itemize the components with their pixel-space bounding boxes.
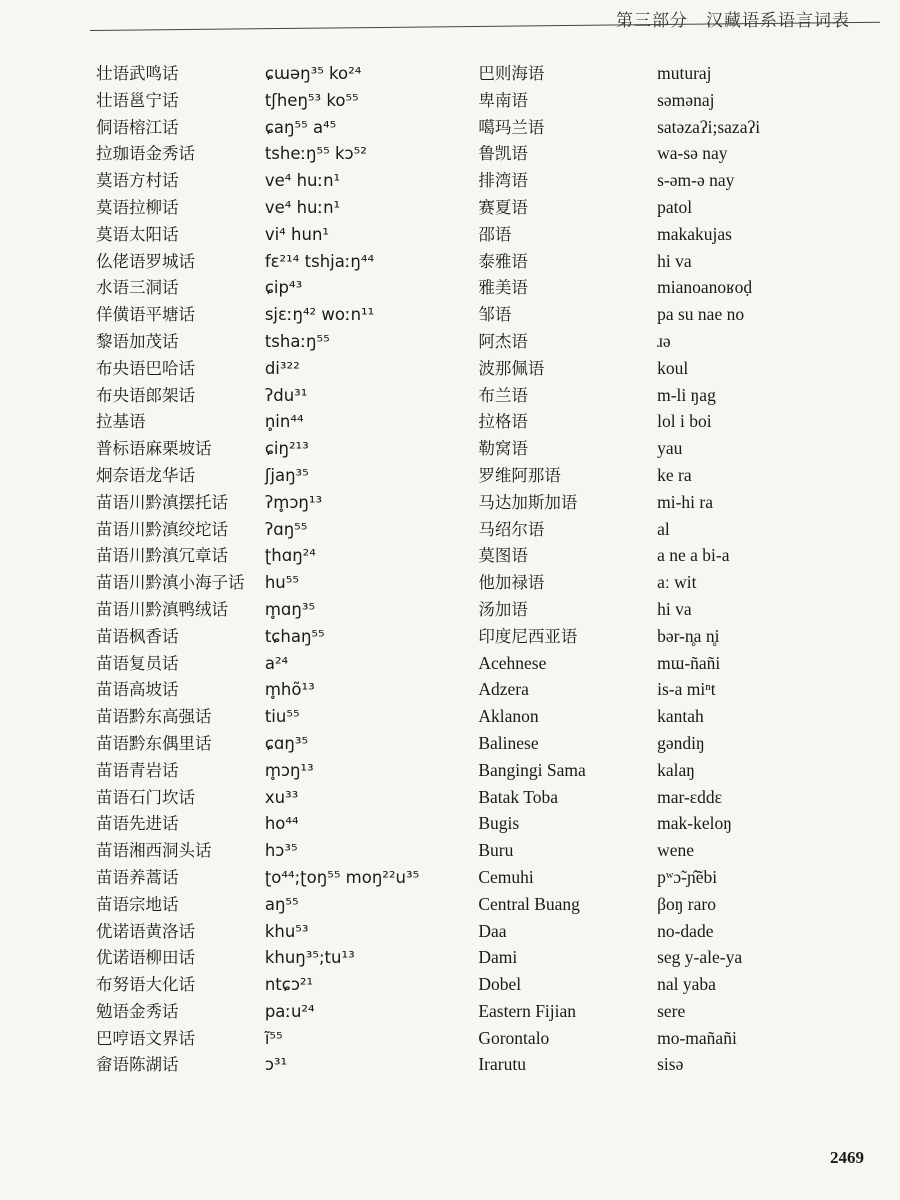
- dialect-name: 拉珈语金秀话: [96, 144, 195, 164]
- dialect-name: 勉语金秀话: [96, 1001, 179, 1021]
- table-row: [96, 221, 816, 248]
- ipa-form: tʃheŋ⁵³ ko⁵⁵: [264, 90, 359, 110]
- table-row: [96, 1051, 816, 1078]
- word-form: kalaŋ: [657, 759, 695, 780]
- table-row: [96, 462, 816, 489]
- word-form: wa-sə nay: [657, 143, 728, 164]
- dialect-name: 苗语高坡话: [96, 680, 179, 700]
- ipa-form: di³²²: [264, 358, 300, 378]
- language-name: 雅美语: [478, 278, 528, 298]
- word-form: gəndiŋ: [657, 732, 705, 753]
- language-name: Bugis: [478, 813, 520, 834]
- word-form: mak-keloŋ: [657, 813, 732, 834]
- dialect-name: 壮语邕宁话: [96, 90, 179, 110]
- ipa-form: n̥in⁴⁴: [264, 412, 304, 432]
- word-form: səmənaj: [657, 89, 715, 110]
- ipa-form: ɕɯəŋ³⁵ ko²⁴: [264, 64, 362, 83]
- language-name: Daa: [478, 920, 507, 941]
- ipa-form: khu⁵³: [264, 921, 309, 941]
- word-form: lol i boi: [657, 411, 712, 432]
- page-number: 2469: [830, 1148, 864, 1167]
- dialect-name: 苗语川黔滇小海子话: [96, 573, 245, 593]
- ipa-form: ɕaŋ⁵⁵ a⁴⁵: [264, 117, 337, 137]
- ipa-form: aŋ⁵⁵: [264, 894, 299, 914]
- ipa-form: ʔm̥ɔŋ¹³: [264, 492, 323, 512]
- running-header: 第三部分 汉藏语系语言词表: [616, 11, 850, 31]
- ipa-form: hɔ³⁵: [264, 841, 298, 861]
- dialect-name: 炯奈语龙华话: [96, 465, 195, 485]
- word-form: wene: [657, 840, 695, 861]
- dialect-name: 苗语川黔滇冗章话: [96, 546, 228, 566]
- word-form: mar-ɛddɛ: [657, 786, 722, 807]
- dialect-name: 拉基语: [96, 412, 146, 432]
- dialect-name: 苗语宗地话: [96, 894, 179, 914]
- table-row: [96, 408, 816, 435]
- table-row: [96, 676, 816, 703]
- table-row: [96, 140, 816, 167]
- language-name: 马绍尔语: [478, 519, 545, 539]
- word-form: sere: [657, 1000, 686, 1021]
- table-row: [96, 596, 816, 623]
- ipa-form: ĩ⁵⁵: [264, 1028, 283, 1048]
- language-name: Adzera: [478, 679, 529, 700]
- language-name: 巴则海语: [478, 64, 545, 83]
- table-row: [96, 355, 816, 382]
- table-row: [96, 1025, 816, 1052]
- word-form: mo-mañañi: [657, 1027, 737, 1048]
- language-name: 汤加语: [478, 599, 528, 619]
- ipa-form: ɕiŋ²¹³: [264, 439, 309, 459]
- ipa-form: m̥ɑŋ³⁵: [264, 599, 316, 619]
- ipa-form: ʔdu³¹: [264, 385, 308, 405]
- word-form: patol: [657, 196, 693, 217]
- dialect-name: 苗语石门坎话: [96, 787, 195, 807]
- table-row: [96, 167, 816, 194]
- table-row: [96, 435, 816, 462]
- language-name: 布兰语: [478, 385, 528, 405]
- ipa-form: vi⁴ hun¹: [264, 224, 330, 244]
- dialect-name: 苗语川黔滇绞坨话: [96, 519, 228, 539]
- word-form: ke ra: [657, 464, 692, 485]
- table-row: [96, 891, 816, 918]
- language-name: Bangingi Sama: [478, 759, 586, 780]
- table-row: [96, 60, 816, 87]
- table-row: [96, 703, 816, 730]
- table-row: [96, 248, 816, 275]
- language-name: Irarutu: [478, 1054, 526, 1075]
- ipa-form: ʃjaŋ³⁵: [264, 465, 309, 485]
- table-row: [96, 516, 816, 543]
- table-row: [96, 810, 816, 837]
- dialect-name: 水语三洞话: [96, 278, 179, 298]
- dialect-name: 苗语川黔滇摆托话: [96, 492, 228, 512]
- table-row: [96, 837, 816, 864]
- language-name: 噶玛兰语: [478, 117, 545, 137]
- dialect-name: 优诺语黄洛话: [96, 921, 195, 941]
- word-form: βoŋ raro: [657, 893, 716, 914]
- word-form: m-li ŋag: [657, 384, 716, 405]
- word-form: aː wit: [657, 572, 697, 593]
- table-row: [96, 971, 816, 998]
- table-row: [96, 301, 816, 328]
- language-name: 罗维阿那语: [478, 465, 561, 485]
- dialect-name: 苗语养蒿话: [96, 867, 179, 887]
- language-name: 莫图语: [478, 546, 528, 566]
- table-row: [96, 569, 816, 596]
- ipa-form: xu³³: [264, 787, 299, 807]
- ipa-form: ho⁴⁴: [264, 814, 299, 834]
- language-name: Acehnese: [478, 652, 547, 673]
- table-row: [96, 382, 816, 409]
- language-name: 泰雅语: [478, 251, 528, 271]
- word-form: al: [657, 518, 670, 539]
- word-form: sisə: [657, 1054, 684, 1075]
- ipa-form: khuŋ³⁵;tu¹³: [264, 948, 355, 968]
- ipa-form: ve⁴ huːn¹: [264, 171, 341, 191]
- table-row: [96, 998, 816, 1025]
- ipa-form: paːu²⁴: [264, 1001, 315, 1021]
- language-name: 鲁凯语: [478, 144, 528, 164]
- ipa-form: fɛ²¹⁴ tshjaːŋ⁴⁴: [264, 251, 375, 271]
- dialect-name: 畲语陈湖话: [96, 1055, 179, 1075]
- language-name: 卑南语: [478, 90, 528, 110]
- table-row: [96, 87, 816, 114]
- ipa-form: a²⁴: [264, 653, 289, 673]
- dialect-name: 巴哼语文界话: [96, 1028, 195, 1048]
- dialect-name: 莫语方村话: [96, 171, 179, 191]
- language-name: Dobel: [478, 974, 522, 995]
- language-name: Buru: [478, 840, 514, 861]
- dialect-name: 布努语大化话: [96, 975, 195, 995]
- ipa-form: tsheːŋ⁵⁵ kɔ⁵²: [264, 144, 367, 164]
- language-name: Aklanon: [478, 706, 539, 727]
- word-form: bər-n̥a n̥i: [657, 625, 720, 646]
- word-form: nal yaba: [657, 974, 716, 995]
- language-name: 拉格语: [478, 412, 528, 432]
- table-row: [96, 194, 816, 221]
- dialect-name: 普标语麻栗坡话: [96, 439, 212, 459]
- ipa-form: ntɕɔ²¹: [264, 975, 314, 995]
- ipa-form: ʈhɑŋ²⁴: [264, 546, 316, 566]
- language-name: 赛夏语: [478, 197, 528, 217]
- word-form: hi va: [657, 250, 692, 271]
- language-name: 排湾语: [478, 171, 528, 191]
- ipa-form: m̥hõ¹³: [264, 680, 315, 700]
- table-row: [96, 944, 816, 971]
- word-form: s-əm-ə nay: [657, 170, 735, 191]
- dialect-name: 苗语黔东高强话: [96, 707, 212, 727]
- language-name: 阿杰语: [478, 331, 528, 351]
- language-name: Central Buang: [478, 893, 580, 914]
- word-form: mɯ-ñañi: [657, 652, 721, 673]
- word-form: hi va: [657, 598, 692, 619]
- dialect-name: 苗语川黔滇鸭绒话: [96, 599, 228, 619]
- language-name: 波那佩语: [478, 358, 545, 378]
- word-form: yau: [657, 438, 683, 459]
- dialect-name: 苗语青岩话: [96, 760, 179, 780]
- word-form: satəzaʔi;sazaʔi: [657, 116, 761, 137]
- dialect-name: 莫语拉柳话: [96, 197, 179, 217]
- dialect-name: 优诺语柳田话: [96, 948, 195, 968]
- table-row: [96, 328, 816, 355]
- table-row: [96, 730, 816, 757]
- ipa-form: tshaːŋ⁵⁵: [264, 331, 330, 351]
- ipa-form: hu⁵⁵: [264, 573, 299, 593]
- word-form: muturaj: [657, 63, 712, 83]
- word-form: ɹə: [657, 330, 671, 351]
- dialect-name: 苗语黔东偶里话: [96, 733, 212, 753]
- word-form: koul: [657, 357, 689, 378]
- table-row: [96, 784, 816, 811]
- word-form: seg y-ale-ya: [657, 947, 743, 968]
- language-name: 勒窝语: [478, 439, 528, 459]
- table-row: [96, 623, 816, 650]
- language-name: Cemuhi: [478, 866, 534, 887]
- dialect-name: 苗语复员话: [96, 653, 179, 673]
- dialect-name: 壮语武鸣话: [96, 64, 179, 83]
- word-form: pa su nae no: [657, 304, 745, 325]
- table-row: [96, 650, 816, 677]
- ipa-form: tiu⁵⁵: [264, 707, 300, 727]
- dialect-name: 佯僙语平塘话: [96, 305, 195, 325]
- word-form: mianoanoʁoḍ: [657, 277, 753, 298]
- word-form: mi-hi ra: [657, 491, 713, 512]
- table-row: [96, 489, 816, 516]
- dialect-name: 侗语榕江话: [96, 117, 179, 137]
- ipa-form: m̥ɔŋ¹³: [264, 760, 314, 780]
- ipa-form: ʈo⁴⁴;ʈoŋ⁵⁵ moŋ²²u³⁵: [264, 867, 420, 887]
- language-name: 他加禄语: [478, 573, 545, 593]
- ipa-form: ʔɑŋ⁵⁵: [264, 519, 308, 539]
- language-name: Balinese: [478, 732, 539, 753]
- table-row: [96, 757, 816, 784]
- dialect-name: 布央语郎架话: [96, 385, 195, 405]
- ipa-form: ve⁴ huːn¹: [264, 197, 341, 217]
- language-name: 印度尼西亚语: [478, 626, 578, 646]
- ipa-form: ɕip⁴³: [264, 278, 303, 298]
- language-name: 邹语: [478, 305, 512, 325]
- language-name: Dami: [478, 947, 518, 968]
- dialect-name: 仫佬语罗城话: [96, 251, 195, 271]
- language-name: 邵语: [478, 224, 512, 244]
- word-form: is-a miⁿt: [657, 679, 716, 700]
- language-name: Gorontalo: [478, 1027, 550, 1048]
- language-name: Eastern Fijian: [478, 1000, 577, 1021]
- word-list-table: [96, 60, 816, 1078]
- table-row: [96, 918, 816, 945]
- dialect-name: 苗语枫香话: [96, 626, 179, 646]
- word-form: kantah: [657, 706, 704, 727]
- table-row: [96, 114, 816, 141]
- dialect-name: 苗语先进话: [96, 814, 179, 834]
- word-form: pʷɔ̃-ɲ̂ẽbi: [657, 866, 718, 887]
- ipa-form: ɔ³¹: [264, 1055, 288, 1075]
- dialect-name: 莫语太阳话: [96, 224, 179, 244]
- ipa-form: ɕɑŋ³⁵: [264, 733, 309, 753]
- language-name: 马达加斯加语: [478, 492, 578, 512]
- dialect-name: 黎语加茂话: [96, 331, 179, 351]
- word-form: makakujas: [657, 223, 732, 244]
- ipa-form: sjɛːŋ⁴² woːn¹¹: [264, 305, 375, 325]
- ipa-form: tɕhaŋ⁵⁵: [264, 626, 325, 646]
- table-row: [96, 542, 816, 569]
- dialect-name: 苗语湘西洞头话: [96, 841, 212, 861]
- word-form: no-dade: [657, 920, 714, 941]
- table-row: [96, 274, 816, 301]
- table-row: [96, 864, 816, 891]
- language-name: Batak Toba: [478, 786, 558, 807]
- word-form: a ne a bi-a: [657, 545, 730, 566]
- dialect-name: 布央语巴哈话: [96, 358, 195, 378]
